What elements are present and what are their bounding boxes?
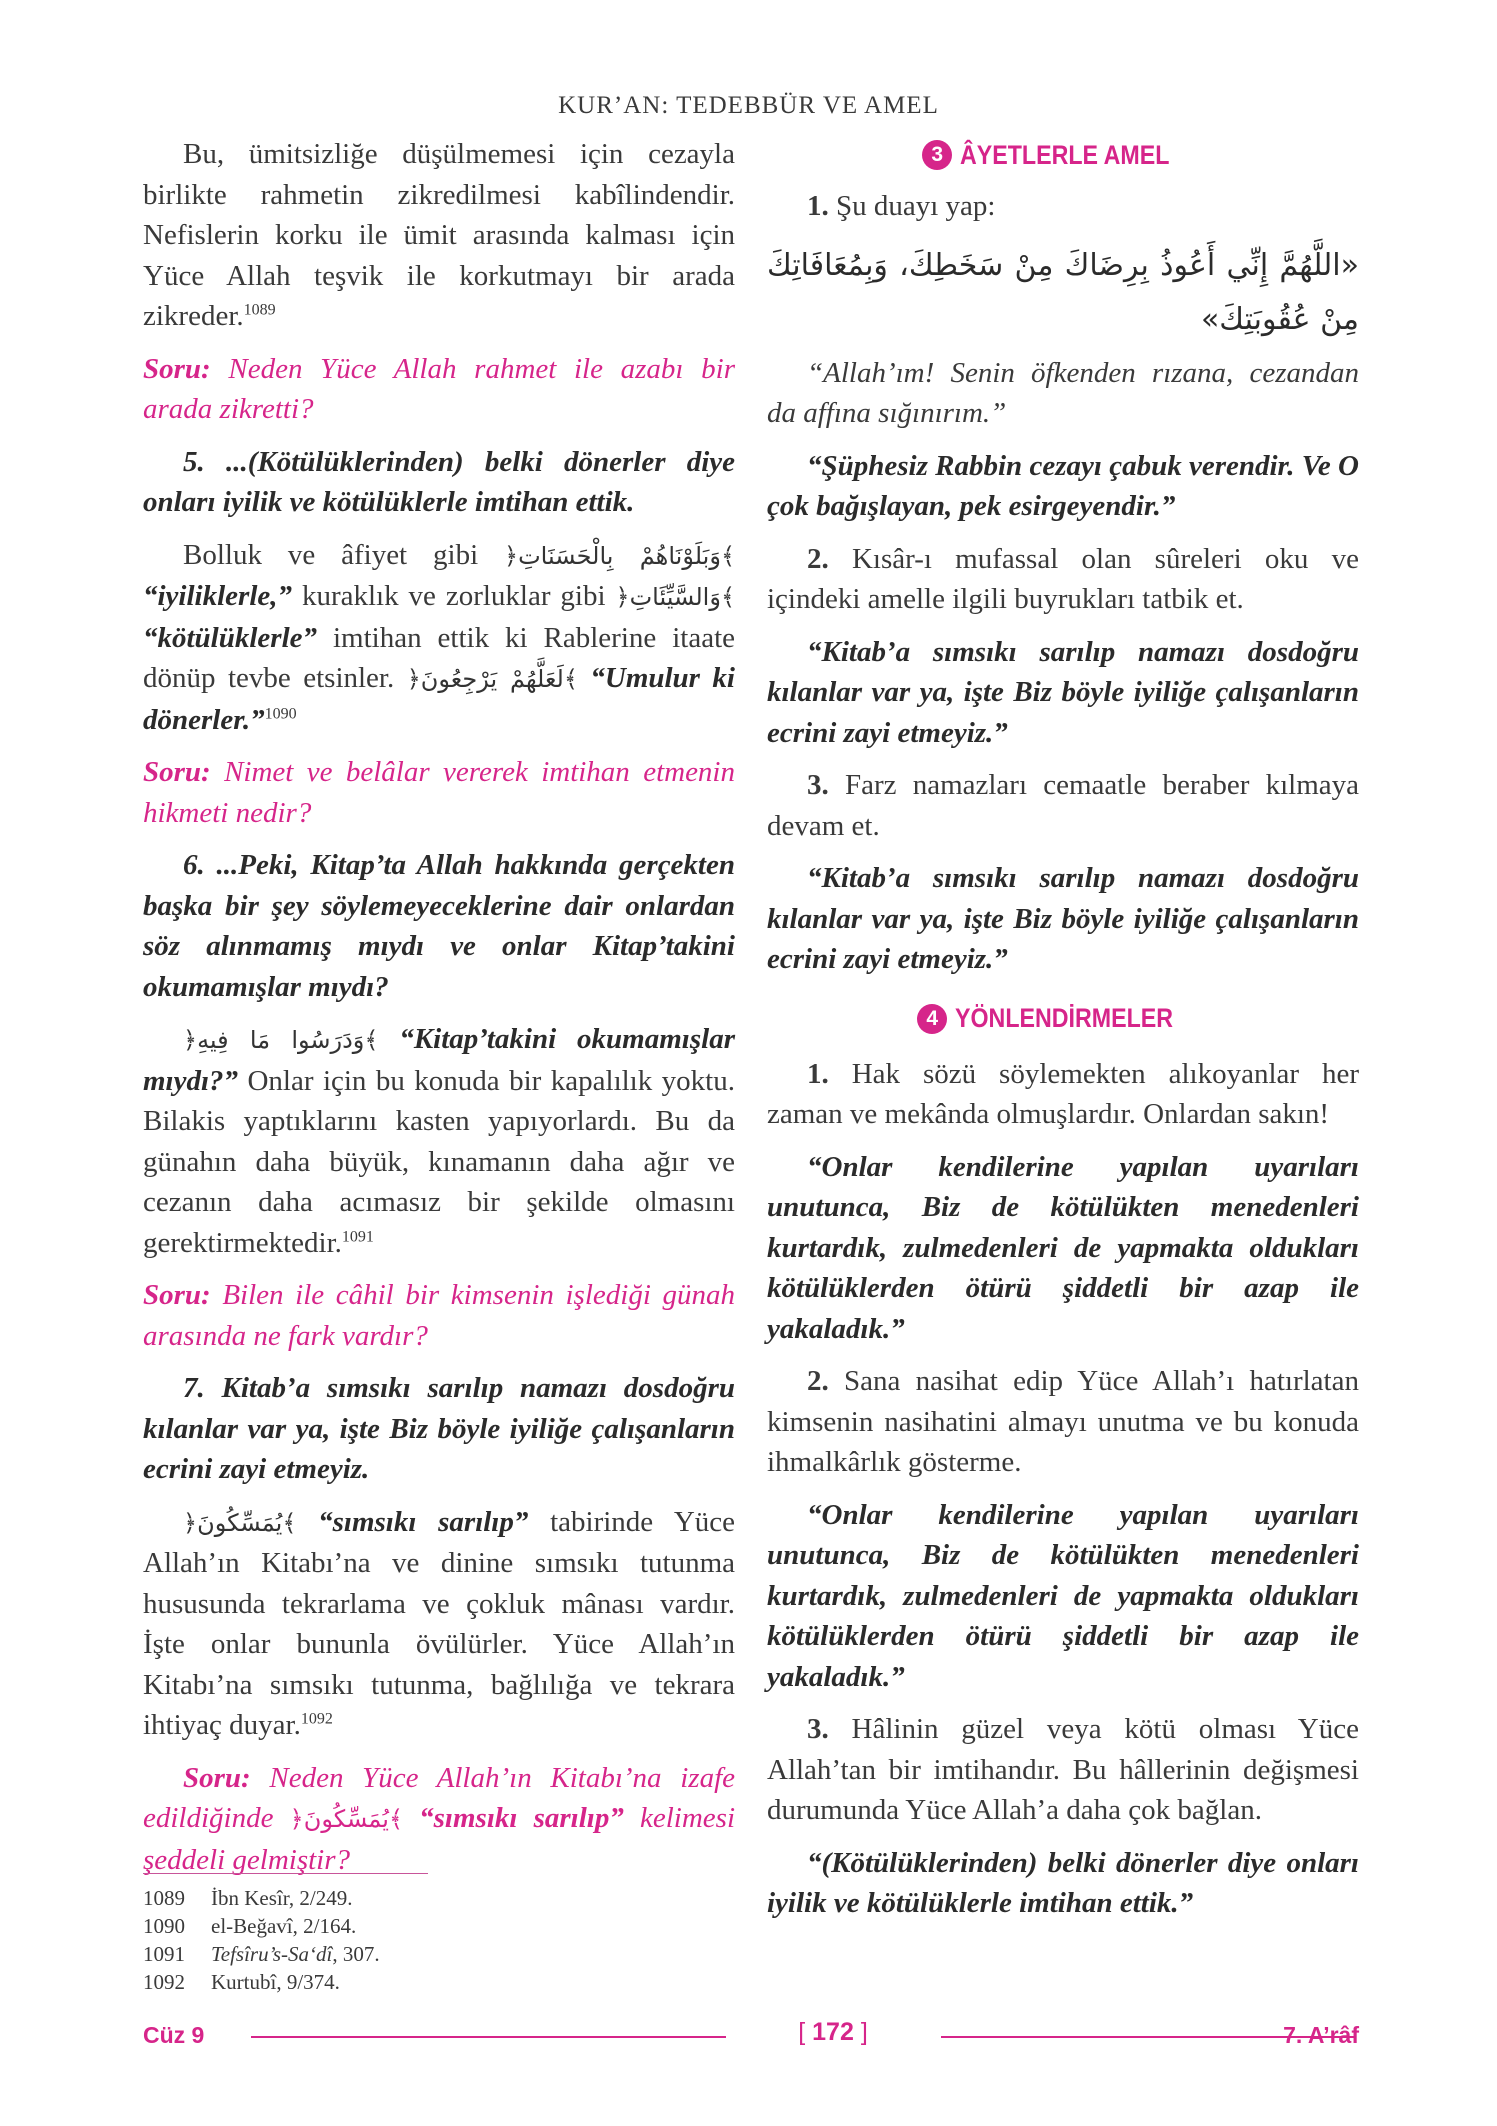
section-number-badge: 4 (917, 1004, 947, 1034)
paragraph: Bolluk ve âfiyet gibi ﴿وَبَلَوْنَاهُمْ بِالْحَسَنَاتِ﴾ “iyiliklerle,” kuraklık ve zorluklar gibi ﴿وَالسَّيِّئَاتِ﴾ “kötülüklerle” imtihan ettik ki Rablerine itaate dönüp tevbe etsinler. ﴿لَعَلَّهُمْ يَرْجِعُونَ﴾ “Umulur ki dönerler.”$^{1090}$ (143, 538, 735, 736)
arabic-verse: ﴿يُمَسِّكُونَ﴾ (183, 1508, 297, 1537)
arabic-verse: ﴿يُمَسِّكُونَ﴾ (289, 1805, 403, 1833)
paragraph: Bu, ümitsizliğe düşülmemesi için cezayla birlikte rahmetin zikredilmesi kabîlindendir. Nefislerin korku ile ümit arasında kalması için Yüce Allah teşvik ile korkutmayı bir arada zikreder.$^{1089}$ (143, 138, 735, 332)
verse-quote: “Şüphesiz Rabbin cezayı çabuk verendir. Ve O çok bağışlayan, pek esirgeyendir.” (767, 449, 1359, 522)
paragraph: ﴿يُمَسِّكُونَ﴾ “sımsıkı sarılıp” tabirinde Yüce Allah’ın Kitabı’na ve dinine sımsıkı tutunma hususunda tekrarlama ve çokluk mânası vardır. İşte onlar bununla övülürler. Yüce Allah’ın Kitabı’na sımsıkı tutunma, bağlılığa ve tekrara ihtiyaç duyar.$^{1092}$ (143, 1505, 736, 1741)
paragraph: ﴿وَدَرَسُوا مَا فِيهِ﴾ “Kitap’takini okumamışlar mıydı?” Onlar için bu konuda bir kapalılık yoktu. Bilakis yaptıklarını kasten yapıyorlardı. Bu da günahın daha büyük, kınamanın daha ağır ve cezanın daha acımasız bir şekilde olmasını gerektirmektedir.$^{1091}$ (143, 1023, 735, 1259)
list-item: 2. Sana nasihat edip Yüce Allah’ı hatırlatan kimsenin nasihatini almayı unutma ve bu konuda ihmalkârlık gösterme. (767, 1365, 1359, 1478)
running-head: KUR’AN: TEDEBBÜR VE AMEL (558, 92, 939, 119)
footnote-divider (143, 1873, 428, 1874)
list-item: 3. Hâlinin güzel veya kötü olması Yüce Allah’tan bir imtihandır. Bu hâllerinin değişmesi durumunda Yüce Allah’a daha çok bağlan. (767, 1713, 1359, 1826)
arabic-verse: ﴿وَبَلَوْنَاهُمْ بِالْحَسَنَاتِ﴾ (504, 541, 735, 570)
question: Soru: Neden Yüce Allah’ın Kitabı’na izafe edildiğinde ﴿يُمَسِّكُونَ﴾ “sımsıkı sarılıp” kelimesi şeddeli gelmiştir? (143, 1761, 736, 1876)
list-item: 1. Hak sözü söylemekten alıkoyanlar her zaman ve mekânda olmuşlardır. Onlardan sakın! (767, 1057, 1359, 1130)
question: Soru: Neden Yüce Allah rahmet ile azabı bir arada zikretti? (143, 352, 735, 425)
arabic-verse: ﴿وَدَرَسُوا مَا فِيهِ﴾ (183, 1026, 379, 1054)
verse-quote: “Kitab’a sımsıkı sarılıp namazı dosdoğru kılanlar var ya, işte Biz böyle iyiliğe çalışanların ecrini zayi etmeyiz.” (767, 635, 1359, 749)
surah-label: 7. A’râf (1283, 2022, 1359, 2048)
footnote: 1090 el-Beğavî, 2/164. (143, 1914, 357, 1938)
footnote: 1089 İbn Kesîr, 2/249. (143, 1886, 353, 1910)
footnotes (143, 1884, 703, 1996)
footnote-ref[interactable]: 1089 (243, 301, 276, 319)
page-number: [ 172 ] (798, 2018, 868, 2046)
section-heading (767, 134, 1359, 176)
verse-heading: 5. ...(Kötülüklerinden) belki dönerler diye onları iyilik ve kötülüklerle imtihan ettik. (143, 445, 735, 518)
list-item: 2. Kısâr-ı mufassal olan sûreleri oku ve içindeki amelle ilgili buyrukları tatbik et. (767, 542, 1359, 615)
question: Soru: Nimet ve belâlar vererek imtihan etmenin hikmeti nedir? (143, 756, 735, 829)
dua-translation: “Allah’ım! Senin öfkenden rızana, cezandan da affına sığınırım.” (767, 356, 1359, 429)
arabic-dua: «اللَّهُمَّ إِنِّي أَعُوذُ بِرِضَاكَ مِنْ سَخَطِكَ، وَبِمُعَافَاتِكَ مِنْ عُقُوبَتِكَ» (767, 247, 1359, 337)
footnote-ref[interactable]: 1090 (264, 704, 297, 722)
footnote-ref[interactable]: 1092 (300, 1710, 333, 1728)
right-column (767, 134, 1359, 1936)
footnote: 1091 Tefsîru’s-Sa‘dî, 307. (143, 1942, 380, 1966)
verse-heading: 6. ...Peki, Kitap’ta Allah hakkında gerçekten başka bir şey söylemeyeceklerine dair onlardan söz alınmamış mıydı ve onlar Kitap’takini okumamışlar mıydı? (143, 849, 735, 1003)
verse-quote: “(Kötülüklerinden) belki dönerler diye onları iyilik ve kötülüklerle imtihan ettik.” (767, 1846, 1359, 1919)
section-number-badge: 3 (922, 140, 952, 170)
arabic-verse: ﴿لَعَلَّهُمْ يَرْجِعُونَ﴾ (406, 665, 578, 693)
footnote: 1092 Kurtubî, 9/374. (143, 1970, 340, 1994)
verse-quote: “Onlar kendilerine yapılan uyarıları unutunca, Biz de kötülükten menedenleri kurtardık, zulmedenleri de yapmakta oldukları kötülüklerden ötürü şiddetli bir azap ile yakaladık.” (767, 1498, 1359, 1693)
arabic-verse: ﴿وَالسَّيِّئَاتِ﴾ (615, 583, 735, 611)
verse-quote: “Onlar kendilerine yapılan uyarıları unutunca, Biz de kötülükten menedenleri kurtardık, zulmedenleri de yapmakta oldukları kötülüklerden ötürü şiddetli bir azap ile yakaladık.” (767, 1150, 1359, 1345)
juz-label: Cüz 9 (143, 2022, 205, 2048)
page-footer (143, 2018, 1359, 2058)
left-column (143, 134, 735, 1892)
verse-heading: 7. Kitab’a sımsıkı sarılıp namazı dosdoğru kılanlar var ya, işte Biz böyle iyiliğe çalışanların ecrini zayi etmeyiz. (143, 1372, 735, 1485)
question: Soru: Bilen ile câhil bir kimsenin işlediği günah arasında ne fark vardır? (143, 1279, 735, 1352)
list-item: 1. Şu duayı yap: (807, 190, 996, 222)
section-title: ÂYETLERLE AMEL (960, 139, 1170, 170)
verse-quote: “Kitab’a sımsıkı sarılıp namazı dosdoğru kılanlar var ya, işte Biz böyle iyiliğe çalışanların ecrini zayi etmeyiz.” (767, 862, 1359, 975)
list-item: 3. Farz namazları cemaatle beraber kılmaya devam et. (767, 769, 1359, 842)
footnote-ref[interactable]: 1091 (341, 1227, 374, 1245)
footer-rule (251, 2036, 726, 2038)
section-heading (767, 998, 1359, 1040)
section-title: YÖNLENDİRMELER (955, 1003, 1174, 1033)
